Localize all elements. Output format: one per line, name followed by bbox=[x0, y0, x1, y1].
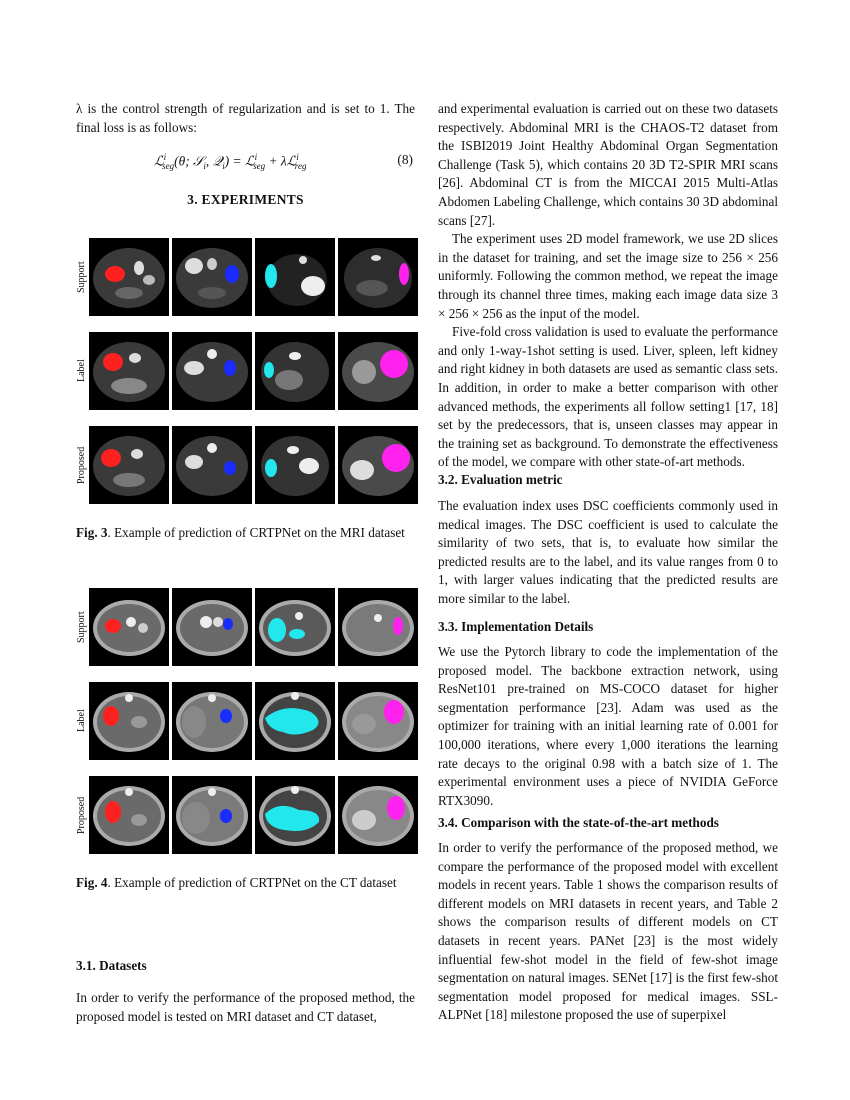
mri-label-liver-image bbox=[89, 332, 169, 410]
datasets-text: In order to verify the performance of the proposed method, the proposed model is tested on MRI dataset and CT dataset, bbox=[76, 990, 415, 1024]
mri-label-kidney-image bbox=[255, 332, 335, 410]
datasets-continued-paragraph: and experimental evaluation is carried out on these two datasets respectively. Abdominal MRI is the CHAOS-T2 dataset from the ISBI2019 Joint Healthy Abdominal Organ Segmentation Challenge (Task 5), which contains 20 3D T2-SPIR MRI scans [26]. Abdominal CT is from the MICCAI 2015 Multi-Atlas Abdomen Labeling Challenge, which contains 30 3D abdominal scans [27]. bbox=[438, 101, 778, 228]
implementation-text: We use the Pytorch library to code the implementation of the proposed model. The backbone extraction network, using ResNet101 pre-trained on MS-COCO dataset for higher segmentation performance [23]. Adam was used as the optimizer for training with an initial learning rate of 0.001 for 100,000 iterations, where every 1,000 iterations the learning rate decays to the original 0.98 with a batch size of 1. The experimental environment uses a piece of NVIDIA GeForce RTX3090. bbox=[438, 644, 778, 808]
mri-support-magenta-image bbox=[338, 238, 418, 316]
mri-proposed-kidney-image bbox=[255, 426, 335, 504]
ct-support-magenta-image bbox=[338, 588, 418, 666]
mri-support-spleen-image bbox=[172, 238, 252, 316]
sota-text: In order to verify the performance of the proposed method, we compare the performance of the proposed model with excellent models in recent years. Table 1 shows the comparison results of different models on MRI datasets in recent years, and Table 2 shows the comparison results of different models on CT datasets in recent years. PANet [23] is the most widely influential few-shot model in the field of few-shot image segmentation on natural images. SENet [17] is the first few-shot segmentation model proposed for medical images. SSL-ALPNet [18] milestone proposed the use of superpixel bbox=[438, 840, 778, 1023]
ct-proposed-liver-image bbox=[89, 776, 169, 854]
ct-support-liver-image bbox=[89, 588, 169, 666]
mri-proposed-magenta-image bbox=[338, 426, 418, 504]
ct-support-spleen-image bbox=[172, 588, 252, 666]
mri-proposed-liver-image bbox=[89, 426, 169, 504]
mri-proposed-spleen-image bbox=[172, 426, 252, 504]
figure-4 bbox=[76, 588, 416, 860]
right-column-top bbox=[438, 100, 778, 472]
ct-proposed-spleen-image bbox=[172, 776, 252, 854]
ct-label-magenta-image bbox=[338, 682, 418, 760]
sota-heading: 3.4. Comparison with the state-of-the-art methods bbox=[438, 815, 719, 830]
datasets-heading: 3.1. Datasets bbox=[76, 958, 147, 973]
ct-label-spleen-image bbox=[172, 682, 252, 760]
left-intro-paragraph bbox=[76, 100, 415, 137]
ct-support-kidney-image bbox=[255, 588, 335, 666]
fig4-row-label-label: Label bbox=[76, 709, 87, 733]
fig4-row-label-proposed: Proposed bbox=[76, 796, 87, 834]
fig3-row-label-support: Support bbox=[76, 261, 87, 293]
loss-formula: ℒ$^i_{seg}$(θ; 𝒮$_i$, 𝒬$_i$) = ℒ$^i_{seg}$ + λℒ$^i_{reg}$ bbox=[154, 152, 307, 172]
mri-support-kidney-image bbox=[255, 238, 335, 316]
evaluation-metric-paragraph bbox=[438, 497, 778, 609]
ct-label-liver-image bbox=[89, 682, 169, 760]
metric-text: The evaluation index uses DSC coefficients commonly used in medical images. The DSC coefficient is used to calculate the similarity of two sets, that is, to evaluate how similar the predicted results are to the label, and its value ranges from 0 to 1, with larger values indicating that the predicted results are more similar to the label. bbox=[438, 498, 778, 606]
ct-label-kidney-image bbox=[255, 682, 335, 760]
fig4-label: Fig. 4 bbox=[76, 875, 108, 890]
implementation-heading: 3.3. Implementation Details bbox=[438, 619, 594, 634]
fig3-caption-text: . Example of prediction of CRTPNet on the MRI dataset bbox=[107, 525, 405, 540]
figure-3-caption bbox=[76, 525, 416, 541]
framework-paragraph: The experiment uses 2D model framework, we use 2D slices in the dataset for training, and set the image size to 256 × 256 uniformly. Following the common method, we repeat the image through its channel three times, making each image data size 3 × 256 × 256 as the input of the model. bbox=[438, 231, 778, 321]
sota-paragraph bbox=[438, 839, 778, 1025]
cross-validation-paragraph: Five-fold cross validation is used to evaluate the performance and only 1-way-1shot setting is used. Liver, spleen, left kidney and right kidney in both datasets are used as semantic class sets. In addition, in order to make a better comparison with other advanced methods, the experiments all follow setting1 [17, 18] set by the predecessors, that is, unseen classes may appear in the training set as background. To demonstrate the effectiveness of the model, we compare with other state-of-art methods. bbox=[438, 324, 778, 470]
evaluation-metric-heading: 3.2. Evaluation metric bbox=[438, 472, 563, 487]
ct-proposed-magenta-image bbox=[338, 776, 418, 854]
ct-proposed-kidney-image bbox=[255, 776, 335, 854]
fig3-label: Fig. 3 bbox=[76, 525, 108, 540]
mri-label-magenta-image bbox=[338, 332, 418, 410]
fig3-row-label-label: Label bbox=[76, 359, 87, 383]
section-title: 3. EXPERIMENTS bbox=[187, 192, 304, 207]
figure-4-caption bbox=[76, 875, 416, 891]
mri-support-liver-image bbox=[89, 238, 169, 316]
implementation-paragraph bbox=[438, 643, 778, 810]
mri-label-spleen-image bbox=[172, 332, 252, 410]
fig4-caption-text: . Example of prediction of CRTPNet on the CT dataset bbox=[107, 875, 397, 890]
intro-text: λ is the control strength of regularization and is set to 1. The final loss is as follows: bbox=[76, 101, 415, 135]
figure-3 bbox=[76, 238, 416, 518]
fig4-row-label-support: Support bbox=[76, 611, 87, 643]
equation-number: (8) bbox=[397, 152, 413, 167]
fig3-row-label-proposed: Proposed bbox=[76, 446, 87, 484]
datasets-paragraph bbox=[76, 989, 415, 1026]
